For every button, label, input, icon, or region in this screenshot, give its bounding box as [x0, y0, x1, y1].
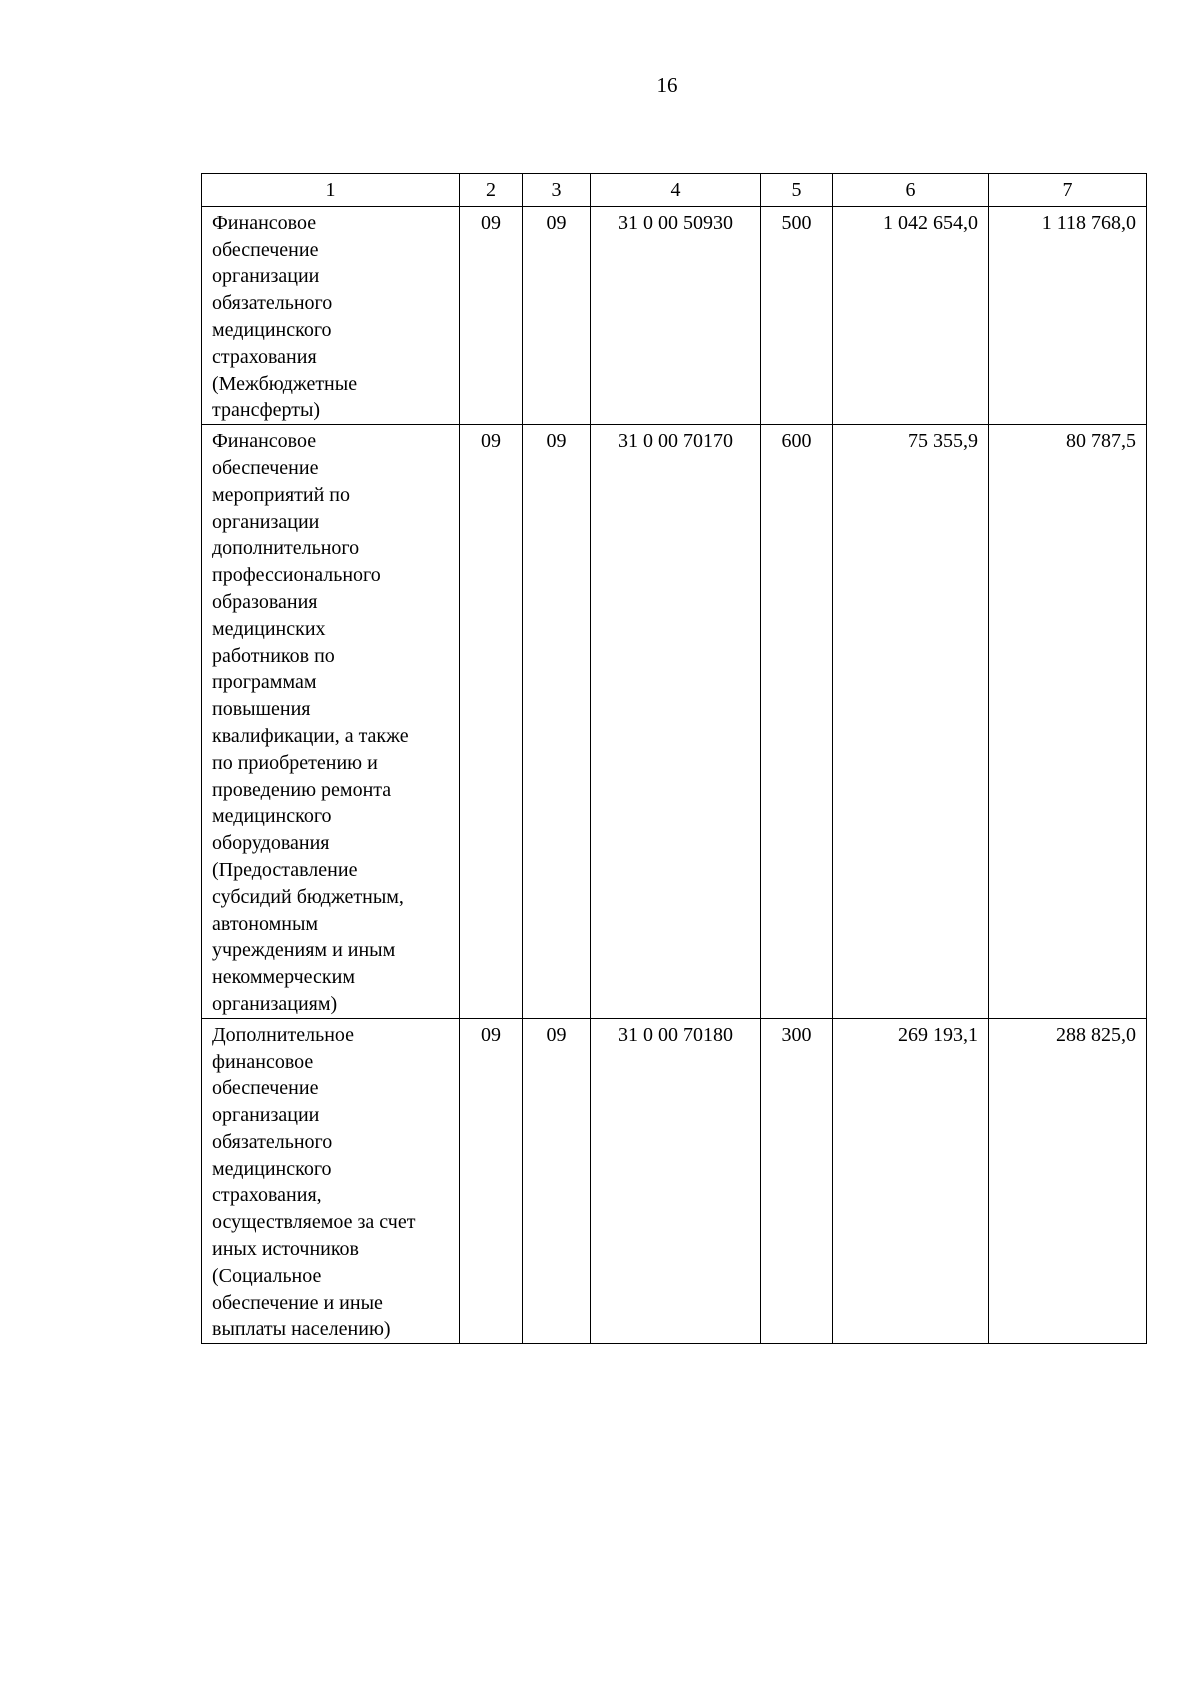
- amount-cell-col6: 1 042 654,0: [833, 206, 989, 424]
- expense-name-line: автономным: [212, 912, 319, 935]
- column-header: 6: [833, 174, 989, 207]
- expense-name-line: обеспечение: [212, 1077, 319, 1100]
- column-header: 1: [202, 174, 460, 207]
- subsection-code-cell: 09: [523, 425, 591, 1019]
- expense-name-line: (Межбюджетные: [212, 372, 358, 395]
- expense-name-line: повышения: [212, 698, 311, 721]
- expense-name-line: осуществляемое за счет: [212, 1211, 416, 1234]
- expense-name-line: оборудования: [212, 832, 330, 855]
- expense-name-line: Финансовое: [212, 211, 317, 234]
- section-code-cell: 09: [460, 206, 523, 424]
- section-code-cell: 09: [460, 425, 523, 1019]
- expense-name-line: по приобретению и: [212, 751, 378, 774]
- target-article-cell: 31 0 00 50930: [591, 206, 761, 424]
- expense-name-line: обеспечение: [212, 238, 319, 261]
- expense-name-line: Финансовое: [212, 430, 317, 453]
- expense-name-line: дополнительного: [212, 537, 360, 560]
- expense-name-line: организации: [212, 1104, 320, 1127]
- expense-name-line: (Предоставление: [212, 858, 358, 881]
- expense-name-line: организации: [212, 510, 320, 533]
- table-header-row: [202, 174, 1147, 207]
- column-header: 3: [523, 174, 591, 207]
- column-header: 2: [460, 174, 523, 207]
- expense-name-line: выплаты населению): [212, 1318, 391, 1341]
- expense-name-line: финансовое: [212, 1050, 314, 1073]
- amount-cell-col7: 288 825,0: [989, 1018, 1147, 1344]
- expense-name-line: организациям): [212, 992, 338, 1015]
- expense-name-line: (Социальное: [212, 1264, 322, 1287]
- expense-name-line: программам: [212, 671, 317, 694]
- amount-cell-col7: 80 787,5: [989, 425, 1147, 1019]
- expense-name-line: обязательного: [212, 292, 333, 315]
- expense-name-line: медицинского: [212, 318, 332, 341]
- expense-name-line: обеспечение и иные: [212, 1291, 383, 1314]
- expense-name-line: мероприятий по: [212, 483, 350, 506]
- column-header: 5: [761, 174, 833, 207]
- expense-name-line: страхования,: [212, 1184, 322, 1207]
- expense-name-line: страхования: [212, 345, 317, 368]
- amount-cell-col6: 269 193,1: [833, 1018, 989, 1344]
- column-header: 4: [591, 174, 761, 207]
- expense-name-line: медицинского: [212, 805, 332, 828]
- page-number: 16: [656, 73, 678, 97]
- subsection-code-cell: 09: [523, 1018, 591, 1344]
- target-article-cell: 31 0 00 70170: [591, 425, 761, 1019]
- expense-name-line: учреждениям и иным: [212, 939, 396, 962]
- expense-name-line: Дополнительное: [212, 1023, 355, 1046]
- amount-cell-col7: 1 118 768,0: [989, 206, 1147, 424]
- expense-name-line: проведению ремонта: [212, 778, 392, 801]
- budget-table: [201, 173, 1147, 1344]
- expense-name-line: иных источников: [212, 1238, 359, 1261]
- expense-name-line: обязательного: [212, 1130, 333, 1153]
- expense-name-line: некоммерческим: [212, 966, 355, 989]
- expense-name-line: субсидий бюджетным,: [212, 885, 404, 908]
- subsection-code-cell: 09: [523, 206, 591, 424]
- expense-name-line: обеспечение: [212, 456, 319, 479]
- expense-name-line: трансферты): [212, 399, 321, 422]
- section-code-cell: 09: [460, 1018, 523, 1344]
- amount-cell-col6: 75 355,9: [833, 425, 989, 1019]
- expense-name-line: квалификации, а также: [212, 724, 409, 747]
- column-header: 7: [989, 174, 1147, 207]
- expense-type-cell: 600: [761, 425, 833, 1019]
- expense-name-line: медицинских: [212, 617, 326, 640]
- expense-type-cell: 300: [761, 1018, 833, 1344]
- expense-name-line: медицинского: [212, 1157, 332, 1180]
- table-row: [202, 425, 1147, 1019]
- expense-name-line: профессионального: [212, 564, 381, 587]
- expense-name-cell: [202, 1018, 460, 1344]
- table-row: [202, 1018, 1147, 1344]
- expense-name-cell: [202, 206, 460, 424]
- expense-name-line: образования: [212, 590, 318, 613]
- expense-type-cell: 500: [761, 206, 833, 424]
- target-article-cell: 31 0 00 70180: [591, 1018, 761, 1344]
- expense-name-line: работников по: [212, 644, 335, 667]
- table-row: [202, 206, 1147, 424]
- expense-name-line: организации: [212, 265, 320, 288]
- expense-name-cell: [202, 425, 460, 1019]
